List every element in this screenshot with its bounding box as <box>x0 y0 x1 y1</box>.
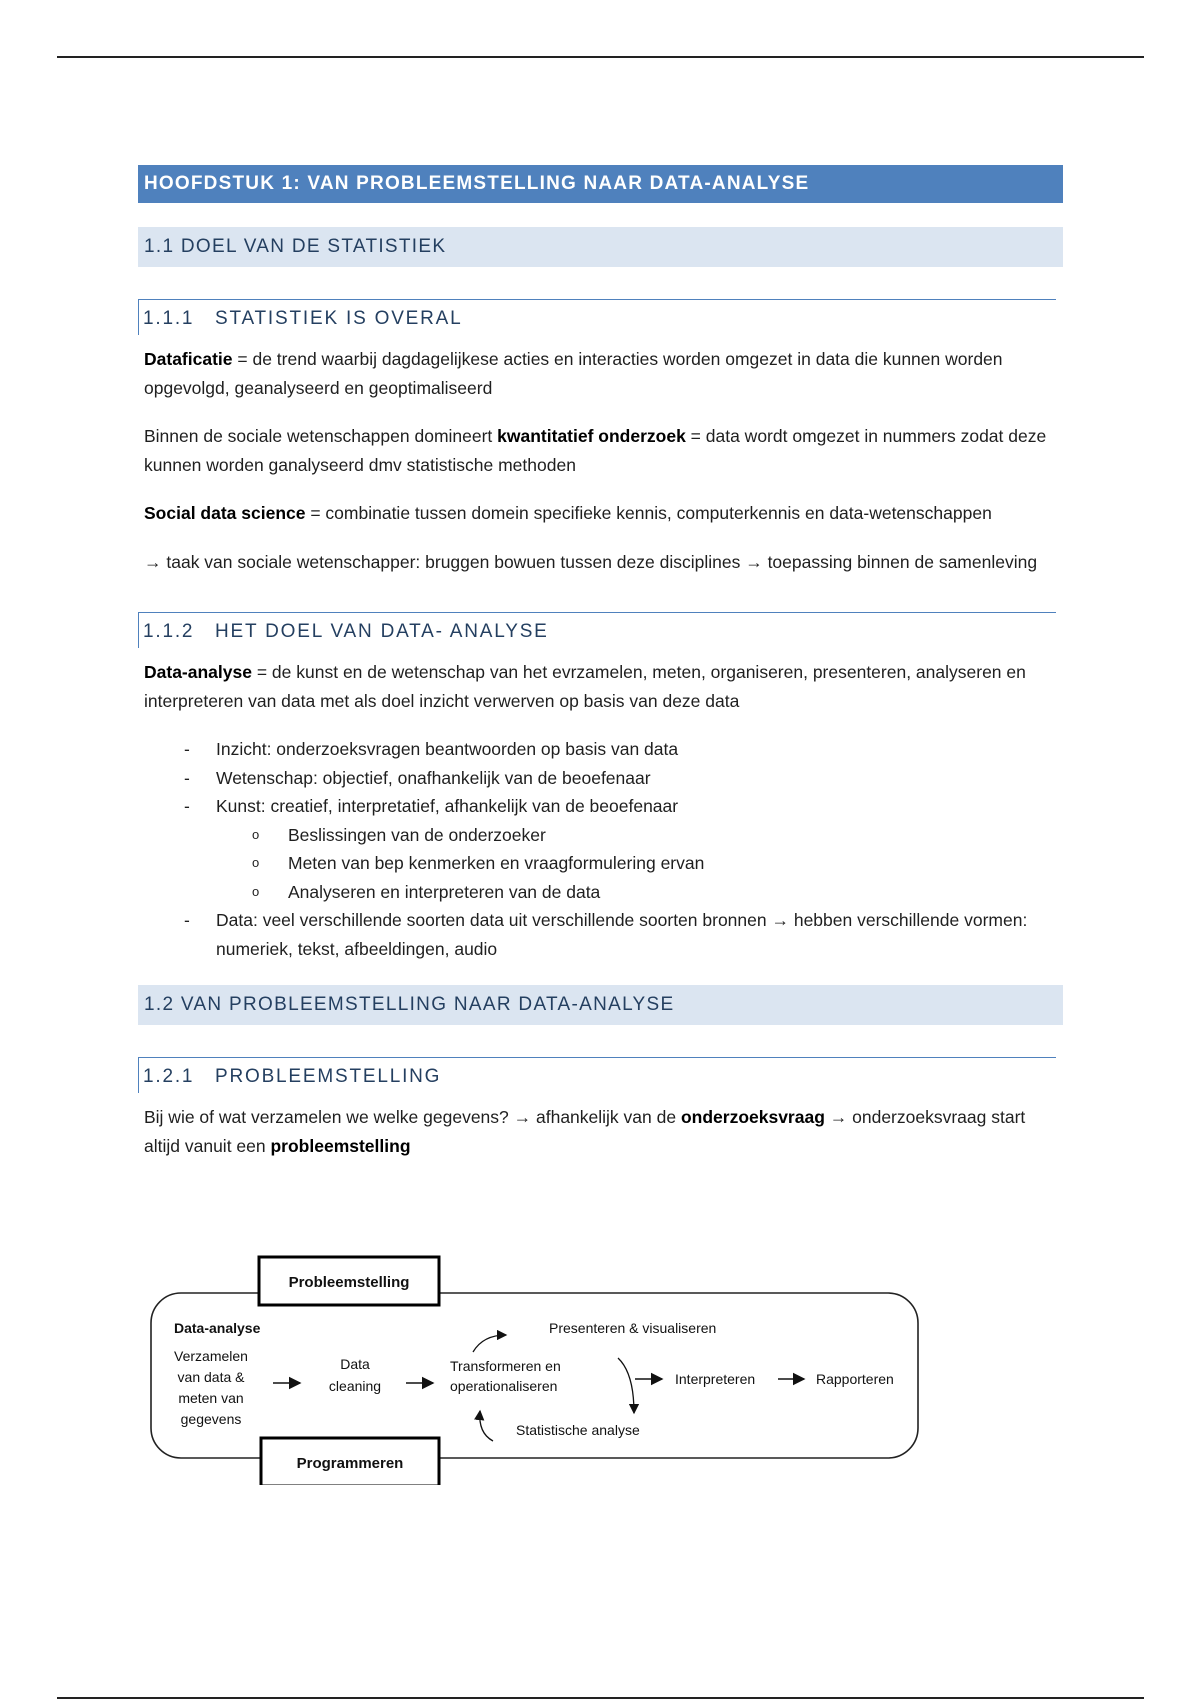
paragraph-taak: → taak van sociale wetenschapper: bruggen bowuen tussen deze disciplines → toepassing binnen de samenleving <box>144 551 1038 572</box>
collect-label-line: Verzamelen <box>174 1348 248 1364</box>
subsection-heading-1-2-1 <box>138 1057 1056 1093</box>
dash-marker: - <box>184 739 190 759</box>
transform-label-line: Transformeren en <box>450 1358 561 1374</box>
list-item-text: Kunst: creatief, interpretatief, afhankelijk van de beoefenaar <box>216 796 679 816</box>
paragraph-text: = data wordt omgezet in nummers zodat deze kunnen worden ganalyseerd dmv statistische methoden <box>144 426 1047 475</box>
paragraph-data-analyse <box>138 658 1063 715</box>
subsection-number: 1.1.2 <box>143 621 195 642</box>
list-item <box>144 906 1063 963</box>
paragraph-text: = de trend waarbij dagdagelijkese acties en interacties worden omgezet in data die kunnen worden opgevolgd, geanalyseerd en geoptimaliseerd <box>144 349 1003 398</box>
sub-list-item-text: Beslissingen van de onderzoeker <box>288 824 546 845</box>
section-heading-1-2: 1.2 VAN PROBLEEMSTELLING NAAR DATA-ANALYSE <box>138 985 1063 1025</box>
term-probleemstelling: probleemstelling <box>270 1135 411 1156</box>
dash-marker: - <box>184 796 190 816</box>
chapter-heading: HOOFDSTUK 1: VAN PROBLEEMSTELLING NAAR DATA-ANALYSE <box>138 165 1063 203</box>
paragraph-text: → onderzoeksvraag start altijd vanuit een <box>144 1107 1026 1156</box>
term-kwantitatief-onderzoek: kwantitatief onderzoek <box>497 426 686 446</box>
problem-box-label: Probleemstelling <box>288 1274 410 1291</box>
data-analyse-label: Data-analyse <box>174 1320 261 1336</box>
list-item <box>144 735 1063 764</box>
paragraph-dataficatie <box>138 345 1063 402</box>
cleaning-label-line: cleaning <box>328 1378 382 1394</box>
programming-box-label: Programmeren <box>296 1455 404 1472</box>
interpret-label: Interpreteren <box>675 1371 756 1387</box>
paragraph-text: = de kunst en de wetenschap van het evrzamelen, meten, organiseren, presenteren, analyseren en interpreteren van data met als doel inzicht verwerven op basis van deze data <box>144 662 1026 711</box>
term-data-analyse: Data-analyse <box>144 662 252 682</box>
list-item <box>144 792 1063 906</box>
top-rule <box>57 56 1144 58</box>
cleaning-label-line: Data <box>340 1356 370 1372</box>
sub-list-item-text: Meten van bep kenmerken en vraagformulering ervan <box>288 853 705 873</box>
list-item-text: Data: veel verschillende soorten data uit verschillende soorten bronnen → hebben verschillende vormen: numeriek, tekst, afbeeldingen, audio <box>216 910 1028 959</box>
section-heading-1-1: 1.1 DOEL VAN DE STATISTIEK <box>138 227 1063 267</box>
sub-list-item <box>216 849 1063 878</box>
collect-label-line: meten van <box>178 1390 244 1406</box>
paragraph-text: = combinatie tussen domein specifieke kennis, computerkennis en data-wetenschappen <box>305 503 992 523</box>
stat-label: Statistische analyse <box>516 1422 640 1438</box>
paragraph-kwantitatief <box>138 422 1063 479</box>
subsection-number: 1.2.1 <box>143 1066 195 1087</box>
sub-list-item-text: Analyseren en interpreteren van de data <box>288 881 601 902</box>
subsection-number: 1.1.1 <box>143 308 195 329</box>
bottom-rule <box>57 1697 1144 1699</box>
circle-marker: o <box>252 855 260 870</box>
subsection-title: STATISTIEK IS OVERAL <box>215 308 463 329</box>
paragraph-text: Binnen de sociale wetenschappen domineert <box>144 426 498 446</box>
data-analysis-diagram <box>148 1255 923 1485</box>
circle-marker: o <box>252 826 260 842</box>
subsection-heading-1-1-2 <box>138 612 1056 648</box>
subsection-title: HET DOEL VAN DATA- ANALYSE <box>215 621 549 642</box>
sub-list-item <box>216 821 1063 850</box>
present-label: Presenteren & visualiseren <box>549 1320 717 1336</box>
collect-label-line: gegevens <box>180 1411 242 1427</box>
dash-marker: - <box>184 910 190 930</box>
sub-bullet-list <box>216 821 1063 907</box>
sub-list-item <box>216 878 1063 907</box>
paragraph-text: Bij wie of wat verzamelen we welke gegevens? → afhankelijk van de <box>144 1107 681 1127</box>
subsection-heading-1-1-1 <box>138 299 1056 335</box>
paragraph-social-data-science <box>138 499 1063 528</box>
list-item <box>144 764 1063 793</box>
bullet-list <box>138 735 1063 963</box>
circle-marker: o <box>252 883 260 899</box>
report-label: Rapporteren <box>816 1371 894 1387</box>
dash-marker: - <box>184 767 190 788</box>
page-content <box>138 165 1063 1160</box>
term-dataficatie: Dataficatie <box>144 349 233 369</box>
term-social-data-science: Social data science <box>144 503 306 523</box>
term-onderzoeksvraag: onderzoeksvraag <box>680 1107 825 1127</box>
transform-label-line: operationaliseren <box>450 1378 558 1394</box>
list-item-text: Wetenschap: objectief, onafhankelijk van de beoefenaar <box>216 767 651 788</box>
paragraph-probleemstelling <box>138 1103 1063 1160</box>
collect-label-line: van data & <box>177 1369 245 1385</box>
list-item-text: Inzicht: onderzoeksvragen beantwoorden op basis van data <box>216 739 679 759</box>
subsection-title: PROBLEEMSTELLING <box>215 1066 442 1087</box>
